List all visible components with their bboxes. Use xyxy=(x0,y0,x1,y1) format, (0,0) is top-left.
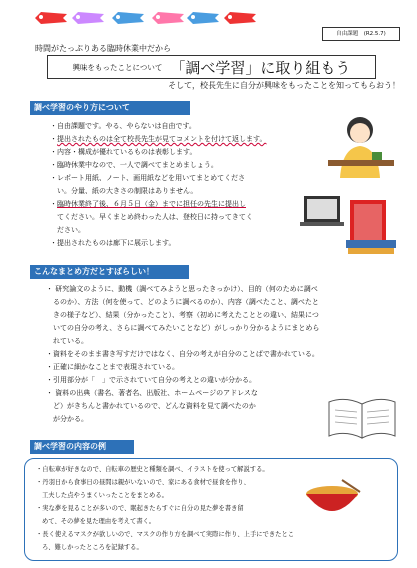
title-prefix: 興味をもったことについて xyxy=(72,62,163,72)
list-item: ・ 提出されたものは廊下に展示します。 xyxy=(50,237,320,250)
section-heading-examples: 調べ学習の内容の例 xyxy=(30,440,134,454)
assignment-tag: 自由課題 (R2.5.7) xyxy=(322,27,400,41)
tagline: そして，校長先生に自分が興味をもったことを知ってもらおう！ xyxy=(168,81,400,90)
list-item: ・ 引用部分が「 」で示されていて自分の考えとの違いが分かる。 xyxy=(46,374,398,387)
method-list xyxy=(50,120,320,250)
list-item: ・ レポート用紙、ノート、画用紙などを用いてまとめてくださ い。分量、紙の大きさの制限はありません。 xyxy=(50,172,320,198)
list-item: ・ 臨時休業中なので、一人で調べてまとめましょう。 xyxy=(50,159,320,172)
examples-list xyxy=(36,463,295,554)
list-item: ・ 自転車が好きなので、自転車の歴史と種類を調べ、イラストを使って解説する。 xyxy=(36,463,402,476)
carp-streamer-icon xyxy=(222,10,260,26)
student-studying-illustration xyxy=(320,108,400,178)
list-item: ・ 資料の出典（書名、著者名、出版社、ホームページのアドレスな ど）がきちんと書かれているので、どんな資料を見て調べたのか が分かる。 xyxy=(46,387,311,426)
carp-streamer-icon xyxy=(185,10,223,26)
subtitle: 時間がたっぷりある臨時休業中だから xyxy=(35,44,171,53)
carp-streamer-icon xyxy=(110,10,148,26)
carp-streamer-icon xyxy=(150,10,188,26)
carp-streamer-icon xyxy=(33,10,71,26)
open-book-illustration xyxy=(325,392,399,442)
list-item: ・ 研究論文のように、動機（調べてみようと思ったきっかけ）、目的（何のために調べ るのか）、方法（何を使って、どのように調べるのか）、内容（調べたこと、調べたと きの様子など）、結果（分かったこと）、考察（初めに考えたこととの違い、結果につ いての自分の考え、さらに調べてみたいことなど）がしっかり分かるようにまとめら れている。 xyxy=(46,283,398,348)
laptop-books-illustration xyxy=(300,190,400,258)
list-item: ・ 実な夢を見ることが多いので、眠起きたらすぐに自分の見た夢を書き留 めて、その夢を見た理由を考えて書く。 xyxy=(36,502,292,528)
page-title: 「調べ学習」に取り組もう xyxy=(170,58,351,77)
list-item: ・ 正確に細かなことまで表現されている。 xyxy=(46,361,398,374)
list-item: ・ 丹羽日から食事日の昼間は親がいないので、家にある食材で昼食を作り、 工夫した点やうまくいったことをまとめる。 xyxy=(36,476,292,502)
section-heading-summary: こんなまとめ方だとすばらしい！ xyxy=(30,265,189,279)
list-item: ・ 内容・構成が優れているものは表彰します。 xyxy=(50,146,320,159)
section-heading-method: 調べ学習のやり方について xyxy=(30,101,190,115)
title-box xyxy=(47,55,376,79)
list-item: ・ 自由課題です。やる、やらないは自由です。 xyxy=(50,120,320,133)
list-item: ・ 臨時休業終了後、６月５日（金）までに担任の先生に提出し てください。早くまとめ終わった人は、登校日に持ってきてく ださい。 xyxy=(50,198,320,237)
list-item: ・ 提出されたものは全て校長先生が見てコメントを付けて返します。 xyxy=(50,133,320,146)
carp-streamer-icon xyxy=(70,10,108,26)
list-item: ・ 長く使えるマスクが欲しいので、マスクの作り方を調べて実際に作り、上手にできたとこ ろ、難しかったところを記録する。 xyxy=(36,528,387,554)
list-item: ・ 資料をそのまま書き写すだけではなく、自分の考えが自分のことばで書かれている。 xyxy=(46,348,398,361)
rice-bowl-illustration xyxy=(302,478,362,522)
